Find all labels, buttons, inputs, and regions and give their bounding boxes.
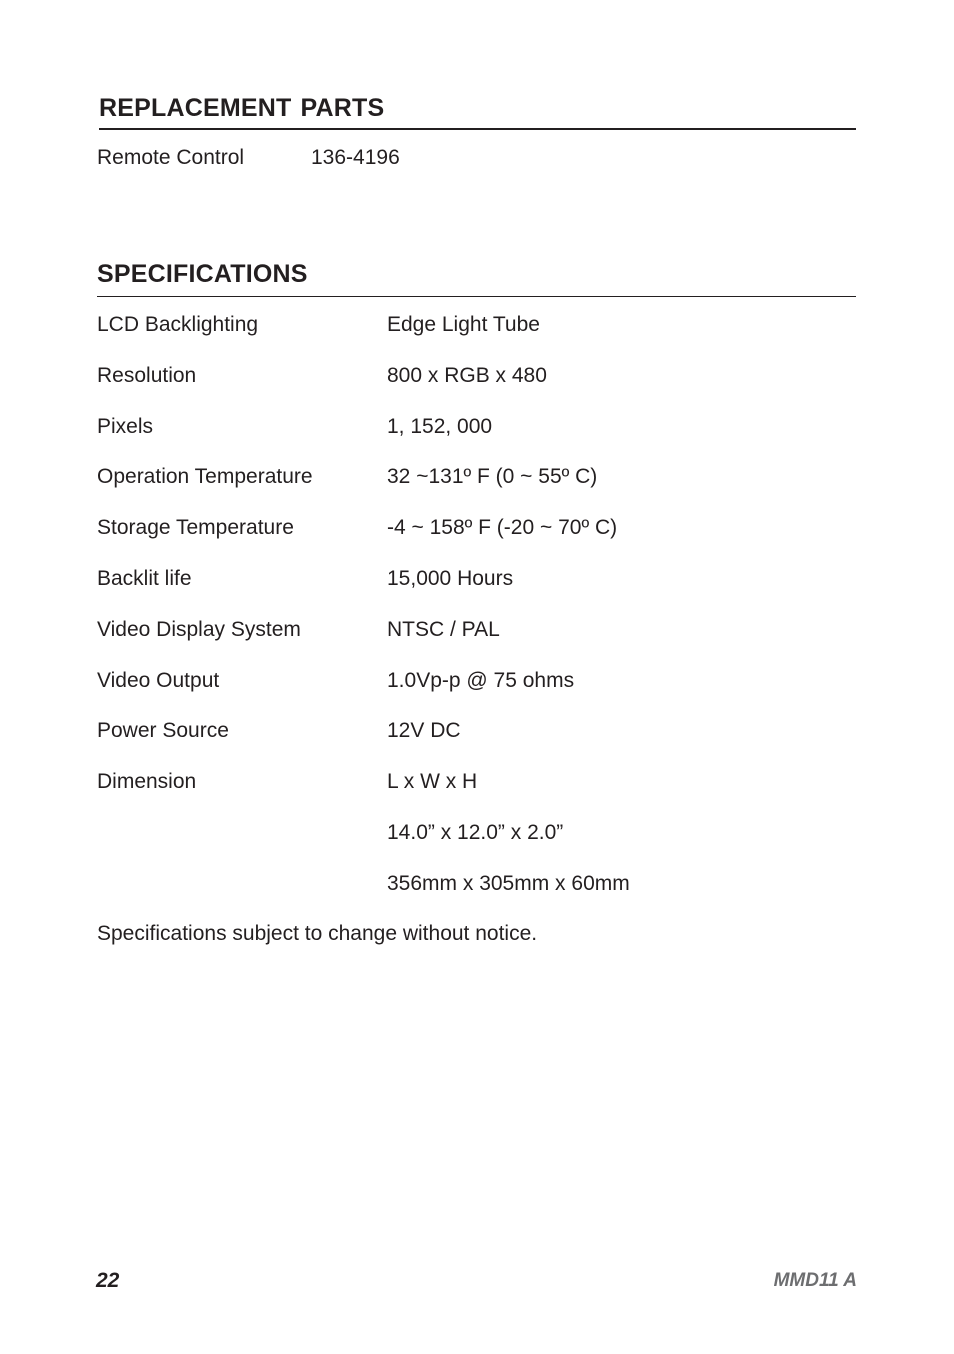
spec-label: Resolution bbox=[97, 363, 197, 387]
replacement-parts-heading-word1: REPLACEMENT bbox=[99, 94, 292, 122]
spec-value: 356mm x 305mm x 60mm bbox=[387, 871, 630, 895]
replacement-part-number: 136-4196 bbox=[311, 146, 400, 169]
spec-row-dimension-mm bbox=[97, 870, 856, 921]
spec-row-dimension-inches bbox=[97, 819, 856, 870]
spec-row-pixels bbox=[97, 413, 856, 464]
spec-value: -4 ~ 158º F (-20 ~ 70º C) bbox=[387, 516, 618, 540]
spec-value: 1, 152, 000 bbox=[387, 414, 493, 438]
spec-row-operation-temperature bbox=[97, 463, 856, 514]
spec-value: 800 x RGB x 480 bbox=[387, 363, 547, 387]
specifications-note: Specifications subject to change without notice. bbox=[97, 922, 538, 945]
specifications-list bbox=[97, 311, 856, 921]
spec-value: NTSC / PAL bbox=[387, 617, 500, 641]
spec-label: Dimension bbox=[97, 770, 197, 794]
spec-row-video-output bbox=[97, 667, 856, 718]
specifications-heading: SPECIFICATIONS bbox=[97, 259, 856, 297]
spec-label: Video Display System bbox=[97, 617, 301, 641]
spec-label: Video Output bbox=[97, 668, 220, 692]
spec-label: Operation Temperature bbox=[97, 465, 313, 489]
replacement-part-label: Remote Control bbox=[97, 146, 245, 169]
replacement-parts-heading-word2: PARTS bbox=[300, 94, 385, 122]
spec-row-storage-temperature bbox=[97, 514, 856, 565]
spec-row-resolution bbox=[97, 362, 856, 413]
spec-label: LCD Backlighting bbox=[97, 313, 259, 336]
spec-value: 32 ~131º F (0 ~ 55º C) bbox=[387, 465, 598, 489]
spec-label: Storage Temperature bbox=[97, 516, 294, 540]
spec-value: 15,000 Hours bbox=[387, 566, 514, 590]
page-number: 22 bbox=[96, 1269, 120, 1292]
document-code: MMD11 A bbox=[773, 1270, 857, 1291]
spec-value: 14.0” x 12.0” x 2.0” bbox=[387, 820, 564, 844]
spec-value: 12V DC bbox=[387, 719, 461, 743]
spec-label: Backlit life bbox=[97, 566, 192, 590]
replacement-part-row bbox=[97, 144, 400, 172]
spec-row-video-display-system bbox=[97, 616, 856, 667]
spec-row-dimension bbox=[97, 768, 856, 819]
replacement-parts-heading bbox=[99, 93, 856, 130]
spec-label: Pixels bbox=[97, 414, 154, 438]
spec-label: Power Source bbox=[97, 719, 229, 743]
spec-row-lcd-backlighting bbox=[97, 311, 856, 362]
spec-value: Edge Light Tube bbox=[387, 313, 540, 336]
spec-row-backlit-life bbox=[97, 565, 856, 616]
spec-value: L x W x H bbox=[387, 770, 478, 794]
spec-value: 1.0Vp-p @ 75 ohms bbox=[387, 668, 575, 692]
spec-row-power-source bbox=[97, 717, 856, 768]
